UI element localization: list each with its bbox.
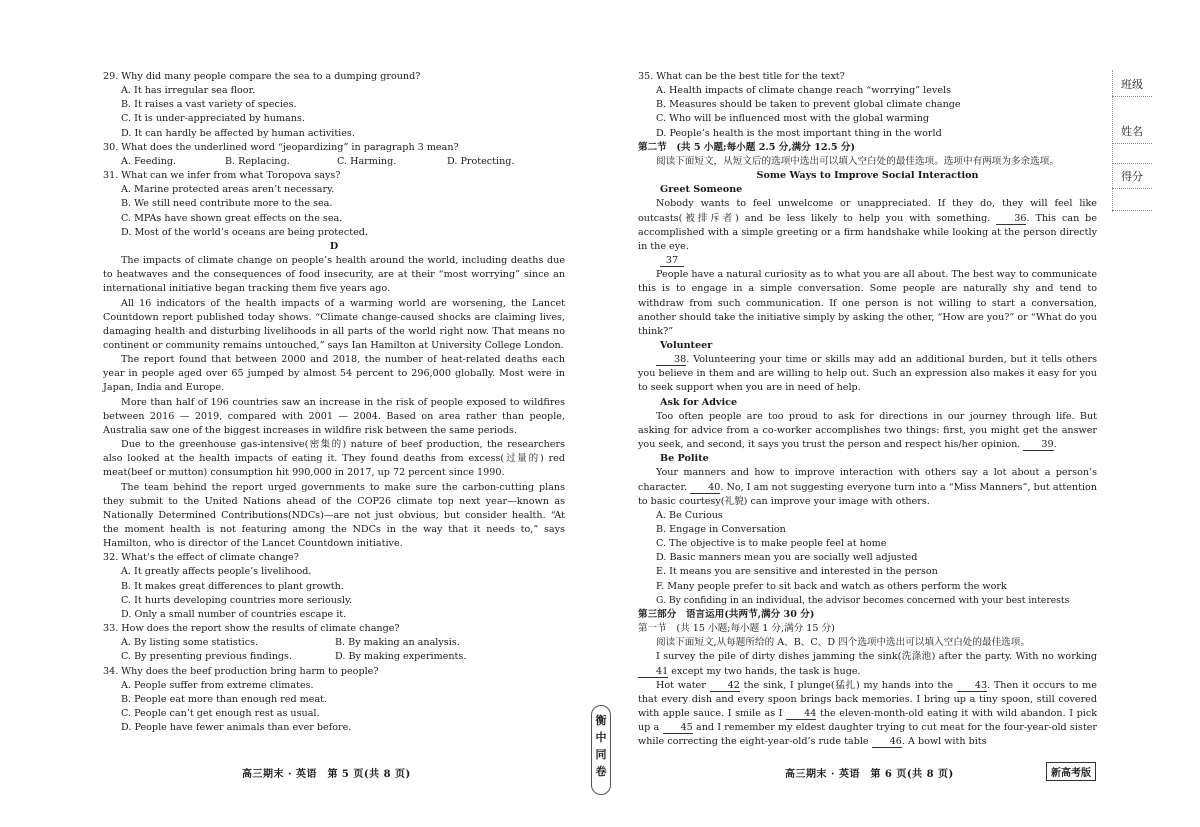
subheading: Greet Someone	[660, 184, 743, 196]
name-label: 姓名	[1121, 125, 1143, 138]
seal-char: 同	[595, 748, 607, 761]
paragraph	[638, 353, 1097, 395]
section-d-heading: D	[329, 240, 339, 252]
choice: G. By confiding in an individual, the advisor becomes concerned with your best interests	[656, 594, 1070, 606]
blank-40: 40	[690, 482, 720, 494]
options-row	[121, 155, 565, 169]
part-3-title: 第三部分 语言运用(共两节,满分 30 分)	[638, 608, 815, 620]
blank-36: 36	[996, 213, 1026, 225]
side-rule	[1112, 163, 1152, 164]
question-30: 30. What does the underlined word “jeopardizing” in paragraph 3 mean?	[103, 141, 459, 153]
question-31: 31. What can we infer from what Toropova says?	[103, 170, 341, 182]
options-row	[121, 650, 565, 664]
paragraph: People have a natural curiosity as to what you are all about. The best way to communicate this is to engage in a simple conversation. Some people are naturally shy and tend to withdraw from such communication. If one person is not willing to start a conversation, another should take the initiative simply by asking the other, “How are you?” or “What do you think?”	[638, 269, 1097, 337]
edition-tag: 新高考版	[1046, 762, 1096, 781]
question-34: 34. Why does the beef production bring harm to people?	[103, 665, 379, 677]
question-33: 33. How does the report show the results of climate change?	[103, 623, 400, 635]
text: . A bowl with bits	[901, 736, 987, 748]
seal-char: 卷	[595, 765, 607, 778]
blank-46: 46	[872, 736, 902, 748]
class-label: 班级	[1121, 78, 1143, 91]
option: D. Only a small number of countries escape it.	[121, 608, 347, 620]
option: B. Measures should be taken to prevent global climate change	[656, 99, 961, 111]
option: D. By making experiments.	[335, 651, 467, 663]
choice: E. It means you are sensitive and interested in the person	[656, 566, 938, 578]
option: B. It makes great differences to plant growth.	[121, 580, 344, 592]
option: A. Feeding.	[121, 155, 177, 167]
paragraph	[638, 197, 1097, 254]
text: I survey the pile of dirty dishes jamming the sink(洗涤池) after the party. With no working	[656, 651, 1097, 663]
option: C. People can’t get enough rest as usual.	[121, 708, 320, 720]
option: D. People have fewer animals than ever before.	[121, 722, 352, 734]
option: A. It has irregular sea floor.	[121, 85, 256, 97]
option: D. People’s health is the most important thing in the world	[656, 127, 942, 139]
paragraph: Due to the greenhouse gas-intensive(密集的) nature of beef production, the researchers also looked at the health impacts of eating it. They found deaths from excess(过量的) red meat(beef or mutton) consumption hit 990,000 in 2017, up 72 percent since 1990.	[103, 439, 565, 479]
text: . Then it occurs to me that every dish and every spoon brings back memories. I bring up a tiny spoon, still covered with apple sauce. I smile as I	[638, 679, 1097, 720]
option: A. Marine protected areas aren’t necessary.	[121, 184, 335, 196]
options-row	[121, 636, 565, 650]
paragraph: All 16 indicators of the health impacts of a warming world are worsening, the Lancet Countdown report published today shows. “Climate change-caused shocks are claiming lives, damaging health and disturbing livelihoods in all parts of the world right now. That means no continent or community remains untouched,” says Ian Hamilton at University College London.	[103, 297, 565, 351]
option: B. By making an analysis.	[335, 637, 460, 649]
blank-39: 39	[1023, 439, 1053, 451]
side-rule	[1112, 188, 1152, 189]
choice: B. Engage in Conversation	[656, 524, 786, 535]
option: B. We still need contribute more to the sea.	[121, 198, 333, 210]
text: Hot water	[656, 679, 706, 691]
text: the eleven-month-old eating it with wild abandon. I pick up a	[638, 708, 1098, 734]
subheading: Volunteer	[660, 339, 713, 351]
option: C. It hurts developing countries more seriously.	[121, 594, 353, 606]
text: Nobody wants to feel unwelcome or unappreciated. If they do, they will feel like outcasts(被排斥者) and be less likely to help you with something.	[638, 198, 1097, 224]
text: Too often people are too proud to ask for directions in our journey through life. But asking for advice from a co-worker accomplishes two things: first, you might get the answer you seek, and second, it says you trust the person and respect his/her opinion.	[638, 410, 1097, 451]
paragraph: The impacts of climate change on people’s health around the world, including deaths due to heatwaves and the consequences of food insecurity, are at their “most worrying” since an international initiative began tracking them five years ago.	[103, 255, 565, 295]
blank-41: 41	[638, 666, 668, 678]
blank-45: 45	[663, 722, 693, 734]
text: . Volunteering your time or skills may add an additional burden, but it tells others you believe in them and are willing to help out. Such an expression also makes it easy for you to seek support when you are in need of help.	[638, 354, 1097, 394]
choice: C. The objective is to make people feel at home	[656, 538, 887, 550]
option: B. People eat more than enough red meat.	[121, 693, 328, 705]
paragraph	[638, 466, 1097, 508]
side-rule	[1112, 143, 1152, 144]
section-1-instructions: 阅读下面短文,从每题所给的 A、B、C、D 四个选项中选出可以填入空白处的最佳选项。	[656, 637, 1030, 649]
text: and I remember my eldest daughter trying to cut meat for the four-year-old sister while correcting the eight-year-old’s rude table	[638, 722, 1097, 748]
option: B. It raises a vast variety of species.	[121, 99, 297, 111]
blank-42: 42	[710, 680, 740, 692]
side-rule	[1112, 210, 1152, 211]
option: A. By listing some statistics.	[121, 637, 259, 649]
option: B. Replacing.	[225, 155, 290, 167]
blank-43: 43	[957, 680, 987, 692]
option: D. Most of the world’s oceans are being protected.	[121, 226, 368, 238]
option: C. It is under-appreciated by humans.	[121, 113, 305, 125]
option: C. Harming.	[337, 155, 397, 167]
question-29: 29. Why did many people compare the sea to a dumping ground?	[103, 71, 421, 82]
option: C. By presenting previous findings.	[121, 651, 292, 663]
text: . This can be accomplished with a simple greeting or a firm handshake while looking at the person directly in the eye.	[638, 212, 1098, 252]
question-35: 35. What can be the best title for the text?	[638, 71, 845, 82]
page-footer-right: 高三期末 · 英语 第 6 页(共 8 页)	[785, 769, 954, 780]
paragraph: More than half of 196 countries saw an increase in the risk of people exposed to wildfires between 2016 — 2019, compared with 2001 — 2004. Based on area rather than people, Australia saw one of the biggest increases in wildfire risk between the same periods.	[103, 396, 565, 436]
article-title: Some Ways to Improve Social Interaction	[756, 170, 979, 182]
text: . No, I am not suggesting everyone turn into a “Miss Manners”, but attention to basic courtesy(礼貌) can improve your image with others.	[638, 481, 1097, 507]
paragraph: Too often people are too proud to ask for directions in our journey through life. But asking for advice from a co-worker accomplishes two things: first, you might get the answer you seek, and second, it says you trust the person and respect his/her opinion. 39.	[638, 410, 1097, 451]
seal-stamp	[591, 705, 611, 795]
score-label: 得分	[1121, 170, 1143, 183]
page-footer-left: 高三期末 · 英语 第 5 页(共 8 页)	[242, 769, 411, 780]
side-rule	[1112, 96, 1152, 97]
section-2-title: 第二节 (共 5 小题;每小题 2.5 分,满分 12.5 分)	[638, 141, 856, 153]
paragraph: The team behind the report urged governments to make sure the carbon-cutting plans they submit to the United Nations ahead of the COP26 climate top next year—known as Nationally Determined Contributions(NDCs)—are not just obvious, but consider health. “At the moment health is not featuring among the NDCs in the way that it needs to,” says Hamilton, who is director of the Lancet Countdown initiative.	[103, 481, 565, 550]
seal-char: 中	[595, 731, 607, 744]
option: C. Who will be influenced most with the global warming	[656, 113, 930, 125]
option: A. People suffer from extreme climates.	[121, 679, 314, 691]
question-32: 32. What’s the effect of climate change?	[103, 552, 299, 564]
paragraph	[638, 650, 1097, 678]
option: C. MPAs have shown great effects on the sea.	[121, 212, 343, 224]
subheading: Be Polite	[660, 453, 709, 465]
section-2-instructions: 阅读下面短文，从短文后的选项中选出可以填入空白处的最佳选项。选项中有两项为多余选项。	[656, 155, 1059, 167]
text: Your manners and how to improve interaction with others say a lot about a person’s character.	[638, 467, 1097, 493]
paragraph	[638, 679, 1097, 750]
choice: F. Many people prefer to sit back and watch as others perform the work	[656, 580, 1007, 592]
blank-44: 44	[786, 708, 816, 720]
option: A. It greatly affects people’s livelihood.	[121, 566, 312, 578]
subheading: Ask for Advice	[660, 396, 738, 408]
option: D. It can hardly be affected by human activities.	[121, 127, 355, 139]
blank-line	[638, 254, 1097, 268]
paragraph: The report found that between 2000 and 2018, the number of heat-related deaths each year in people aged over 65 jumped by almost 54 percent to 296,000 globally. Most were in Japan, India and Europe.	[103, 354, 565, 394]
seal-char: 衡	[595, 714, 607, 727]
option: A. Health impacts of climate change reach “worrying” levels	[656, 85, 952, 97]
right-column	[638, 70, 1097, 750]
choice: D. Basic manners mean you are socially well adjusted	[656, 552, 918, 564]
text: except my two hands, the task is huge.	[671, 665, 861, 677]
left-column	[103, 70, 565, 735]
section-1-title: 第一节 (共 15 小题;每小题 1 分,满分 15 分)	[638, 623, 835, 635]
blank-37: 37	[660, 255, 684, 267]
option: D. Protecting.	[447, 155, 515, 167]
blank-38: 38	[656, 354, 686, 366]
choice: A. Be Curious	[656, 509, 723, 521]
text: the sink, I plunge(猛扎) my hands into the	[743, 679, 954, 691]
